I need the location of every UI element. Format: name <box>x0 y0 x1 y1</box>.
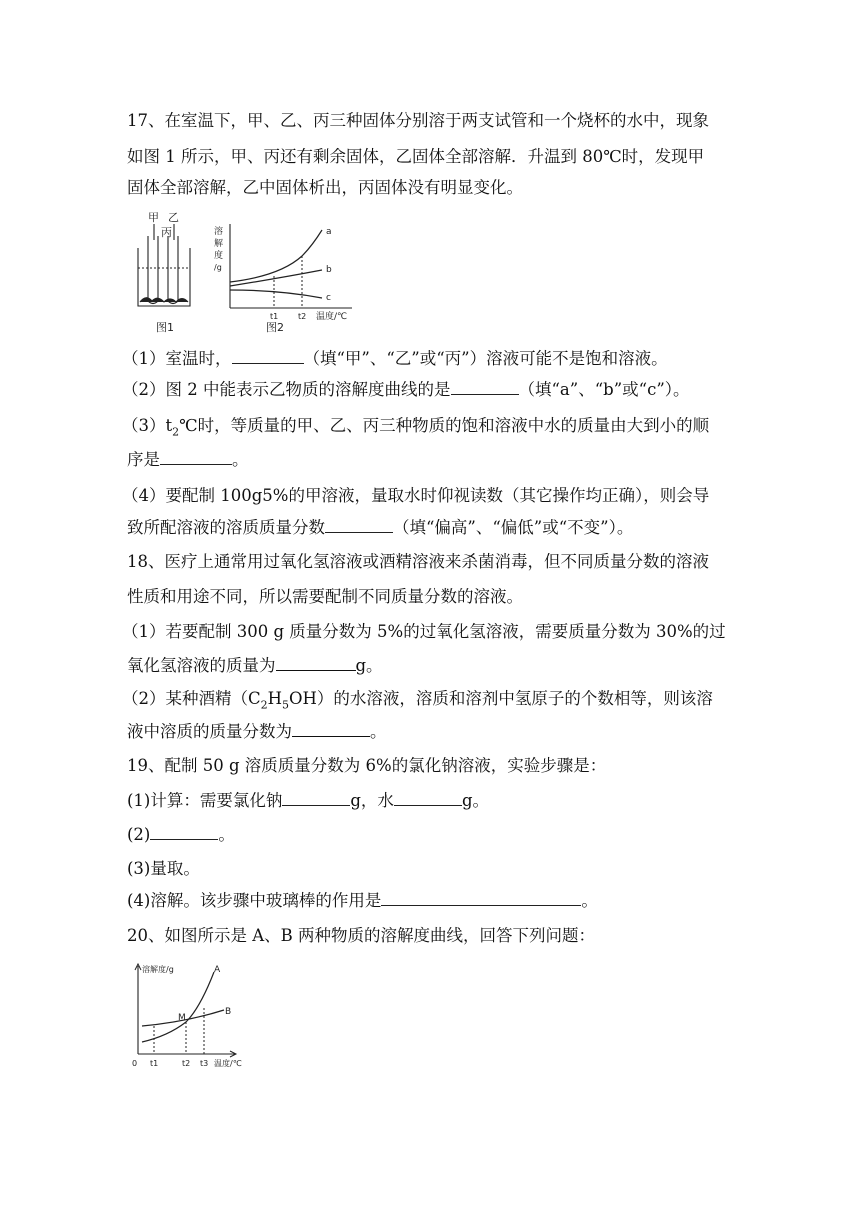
q17-sub1-post: （填“甲”、“乙”或“丙”）溶液可能不是饱和溶液。 <box>303 349 668 368</box>
q20-t2-label: t2 <box>182 1059 191 1068</box>
q19-step2 <box>127 823 235 847</box>
q17-text-line3: 固体全部溶解，乙中固体析出，丙固体没有明显变化。 <box>127 178 523 197</box>
q18-sub2-s1: 2 <box>260 698 268 712</box>
q17-sub3-subscript: 2 <box>172 425 180 439</box>
fig2-y-label-4: /g <box>214 263 222 272</box>
figure-1-apparatus <box>138 211 190 334</box>
fig2-y-label-1: 溶 <box>214 227 224 237</box>
fig2-curve-a-label: a <box>326 227 332 237</box>
q18-sub1-answer-blank[interactable] <box>276 655 356 671</box>
q19-step4 <box>127 889 598 913</box>
q17-sub1-answer-blank[interactable] <box>232 348 304 364</box>
q18-sub2-line2-post: 。 <box>370 722 387 741</box>
q18-sub2-line2 <box>127 720 387 744</box>
q17-sub4-line2 <box>127 516 633 540</box>
q19-step3: (3)量取。 <box>127 859 200 878</box>
q17-sub3-line2 <box>127 448 249 472</box>
q19-step4-post: 。 <box>581 891 598 910</box>
q20-curve-a <box>142 972 214 1042</box>
q19-step1-pre: (1)计算：需要氯化钠 <box>127 791 283 810</box>
fig1-caption: 图1 <box>156 321 174 334</box>
q17-sub3-line2-pre: 序是 <box>127 450 160 469</box>
fig2-y-label-3: 度 <box>214 251 224 261</box>
q20-x-label: 温度/℃ <box>214 1059 242 1068</box>
fig1-label-bing: 丙 <box>161 226 172 239</box>
q20-t1-label: t1 <box>150 1059 159 1068</box>
q17-sub3-a: （3）t <box>122 416 173 435</box>
q17-sub1 <box>122 347 668 371</box>
q18-sub2-answer-blank[interactable] <box>292 721 370 737</box>
q18-sub1-line2-post: g。 <box>355 656 383 675</box>
q18-sub2-s2: 5 <box>282 698 290 712</box>
q20-text-line1: 20、如图所示是 A、B 两种物质的溶解度曲线，回答下列问题： <box>127 926 596 945</box>
q17-sub3-b: ℃时，等质量的甲、乙、丙三种物质的饱和溶液中水的质量由大到小的顺 <box>179 416 710 435</box>
q17-sub4-line2-post: （填“偏高”、“偏低”或“不变”）。 <box>393 518 634 537</box>
figure-2-solubility-chart <box>214 224 352 334</box>
q17-sub3-line2-post: 。 <box>232 450 249 469</box>
q17-sub2 <box>122 378 690 402</box>
q18-sub1-line2-pre: 氧化氢溶液的质量为 <box>127 656 276 675</box>
fig2-t1-label: t1 <box>270 312 279 321</box>
q17-sub1-pre: （1）室温时， <box>122 349 232 368</box>
q18-sub2-a: （2）某种酒精（C <box>122 689 261 708</box>
q17-sub2-answer-blank[interactable] <box>451 379 519 395</box>
q18-sub2-line2-pre: 液中溶质的质量分数为 <box>127 722 292 741</box>
q18-sub1-line2 <box>127 654 383 678</box>
q17-sub3-line1 <box>122 414 709 444</box>
q19-step1-mid: g，水 <box>350 791 394 810</box>
q18-text-line1: 18、医疗上通常用过氧化氢溶液或酒精溶液来杀菌消毒，但不同质量分数的溶液 <box>127 552 709 571</box>
fig2-x-label: 温度/℃ <box>316 312 348 322</box>
q17-sub4-line1: （4）要配制 100g5%的甲溶液，量取水时仰视读数（其它操作均正确），则会导 <box>122 486 710 505</box>
q19-step4-blank[interactable] <box>381 890 581 906</box>
q18-sub1-line1: （1）若要配制 300 g 质量分数为 5%的过氧化氢溶液，需要质量分数为 30%的过 <box>122 622 726 641</box>
q17-figures <box>130 206 360 341</box>
q19-step1-nacl-blank[interactable] <box>282 790 350 806</box>
q17-sub2-pre: （2）图 2 中能表示乙物质的溶解度曲线的是 <box>122 380 451 399</box>
q18-text-line2: 性质和用途不同，所以需要配制不同质量分数的溶液。 <box>127 587 523 606</box>
fig2-curve-b-label: b <box>326 265 332 275</box>
fig2-curve-b <box>230 270 322 286</box>
q19-step1 <box>127 789 489 813</box>
fig2-y-label-2: 解 <box>214 239 224 249</box>
q17-sub4-answer-blank[interactable] <box>325 517 393 533</box>
q19-step2-post: 。 <box>218 825 235 844</box>
q20-y-label: 溶解度/g <box>142 965 174 974</box>
q20-origin-label: 0 <box>132 1059 138 1068</box>
q20-t3-label: t3 <box>200 1059 209 1068</box>
q17-sub3-answer-blank[interactable] <box>160 449 232 465</box>
fig1-label-yi: 乙 <box>168 211 179 224</box>
q20-solubility-chart <box>128 962 256 1074</box>
fig2-curve-c <box>230 290 322 298</box>
q17-sub4-line2-pre: 致所配溶液的溶质质量分数 <box>127 518 325 537</box>
q19-step2-blank[interactable] <box>150 824 218 840</box>
fig2-caption: 图2 <box>266 321 284 334</box>
q18-sub2-c: OH）的水溶液，溶质和溶剂中氢原子的个数相等，则该溶 <box>289 689 713 708</box>
q19-text-line1: 19、配制 50 g 溶质质量分数为 6%的氯化钠溶液，实验步骤是： <box>127 756 607 775</box>
q19-step4-pre: (4)溶解。该步骤中玻璃棒的作用是 <box>127 891 382 910</box>
q18-sub2-line1 <box>122 687 713 717</box>
q20-point-m-label: M <box>178 1013 186 1023</box>
q19-step2-pre: (2) <box>127 825 151 844</box>
q19-step1-post: g。 <box>461 791 489 810</box>
q17-text-line2: 如图 1 所示，甲、丙还有剩余固体，乙固体全部溶解．升温到 80℃时，发现甲 <box>127 147 705 166</box>
q17-sub2-post: （填“a”、“b”或“c”）。 <box>518 380 690 399</box>
fig2-t2-label: t2 <box>298 312 307 321</box>
q18-sub2-b: H <box>267 689 283 708</box>
q17-text-line1: 17、在室温下，甲、乙、丙三种固体分别溶于两支试管和一个烧杯的水中，现象 <box>127 111 709 130</box>
fig2-curve-a <box>230 230 322 282</box>
fig2-curve-c-label: c <box>326 293 331 303</box>
q20-curve-a-label: A <box>214 965 221 975</box>
q19-step1-water-blank[interactable] <box>394 790 462 806</box>
q20-curve-b-label: B <box>225 1007 232 1017</box>
fig1-label-jia: 甲 <box>148 211 159 224</box>
